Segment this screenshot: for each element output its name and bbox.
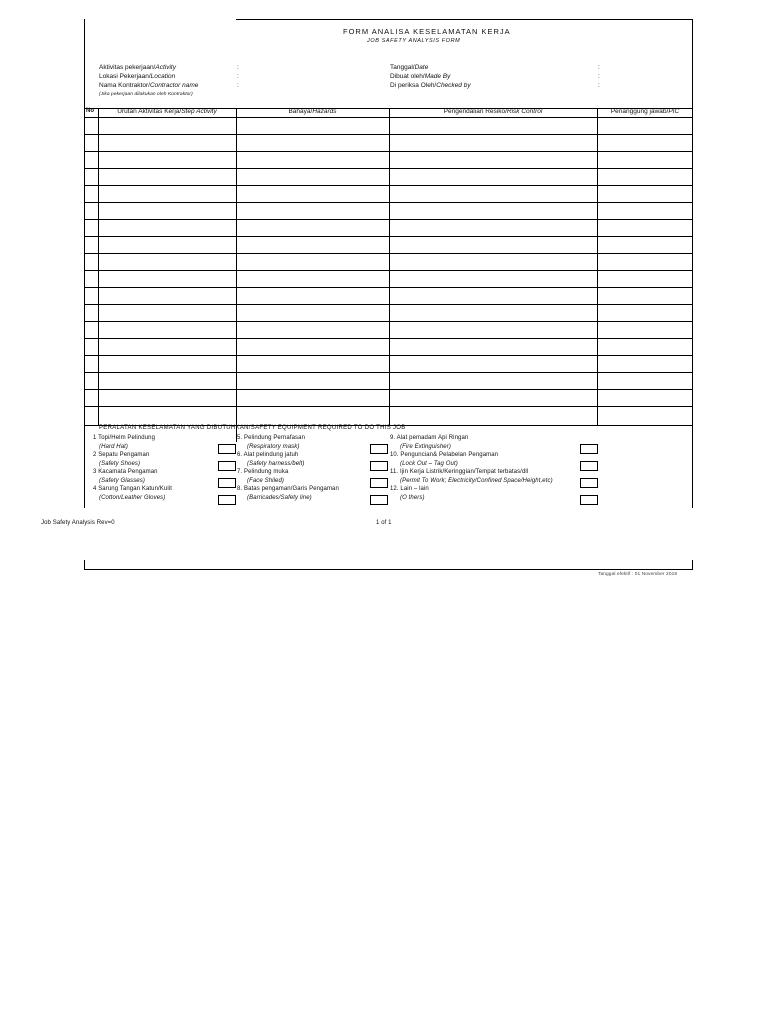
equipment-item-label: 5. Pelindung Pernafasan	[237, 435, 306, 441]
equipment-checkbox[interactable]	[370, 461, 388, 471]
table-row-line	[84, 219, 693, 220]
table-row-line	[84, 253, 693, 254]
table-row-line	[84, 236, 693, 237]
table-row-line	[84, 185, 693, 186]
table-row-line	[84, 406, 693, 407]
form-subtitle: JOB SAFETY ANALYSIS FORM	[367, 38, 461, 44]
footer-page-number: 1 of 1	[376, 520, 392, 526]
equipment-heading: PERALATAN KESELAMATAN YANG DIBUTUHKAN/SAFETY EQUIPMENT REQUIRED TO DO THIS JOB	[99, 425, 406, 431]
column-divider-step	[236, 108, 237, 442]
equipment-item-label: 4 Sarung Tangan Katun/Kulit	[93, 486, 172, 492]
equipment-item-label: 6. Alat pelindung jatuh	[237, 452, 299, 458]
column-header-control: Pengendalian Resiko/Risk Control	[443, 108, 543, 115]
column-divider-control	[597, 108, 598, 425]
date-label: Tanggal/Date	[390, 64, 429, 71]
column-header-no: No	[86, 108, 94, 114]
table-row-line	[84, 304, 693, 305]
form-left-border	[84, 19, 85, 508]
header-top-border	[236, 19, 693, 20]
equipment-item-label: 11. Ijin Kerja Listrik/Keringgian/Tempat terbatas/dll	[390, 469, 529, 475]
equipment-item-label: 1 Topi/Helm Pelindung	[93, 435, 156, 441]
activity-colon: :	[237, 64, 239, 71]
equipment-checkbox[interactable]	[580, 461, 598, 471]
checked-by-colon: :	[598, 82, 600, 89]
equipment-item-sub: (Safety Glasses)	[99, 478, 145, 484]
equipment-item-label: 7. Pelindung muka	[237, 469, 289, 475]
equipment-checkbox[interactable]	[218, 444, 236, 454]
checked-by-label: Di periksa Oleh/Checked by	[390, 82, 471, 89]
equipment-item-label: 10. Penguncian& Pelabelan Pengaman	[390, 452, 499, 458]
equipment-item-sub: (Permit To Work; Electricity/Confined Space/Height,etc)	[400, 478, 553, 484]
column-header-step: Urutan Aktivitas Kerja/Step Activity	[117, 108, 217, 115]
bottom-frame-line	[84, 569, 693, 570]
equipment-checkbox[interactable]	[370, 444, 388, 454]
footer-revision: Job Safety Analysis Rev=0	[41, 520, 115, 526]
equipment-checkbox[interactable]	[580, 478, 598, 488]
equipment-item-sub: (Safety harness/belt)	[247, 461, 305, 467]
table-row-line	[84, 151, 693, 152]
column-divider-no	[98, 108, 99, 425]
form-title: FORM ANALISA KESELAMATAN KERJA	[343, 27, 511, 36]
equipment-item-sub: (Lock Out – Tag Out)	[400, 461, 458, 467]
equipment-checkbox[interactable]	[370, 478, 388, 488]
table-row-line	[84, 202, 693, 203]
table-row-line	[84, 117, 693, 118]
column-header-pic: Penanggung jawab/PIC	[610, 108, 680, 115]
column-divider-hazards	[389, 108, 390, 425]
table-row-line	[84, 338, 693, 339]
equipment-item-label: 9. Alat pemadam Api Ringan	[390, 435, 469, 441]
equipment-item-sub: (Safety Shoes)	[99, 461, 141, 467]
equipment-item-sub: (Fire Extinguisher)	[400, 444, 451, 450]
equipment-item-sub: (O thers)	[400, 495, 425, 501]
location-colon: :	[237, 73, 239, 80]
made-by-label: Dibuat oleh/Made By	[390, 73, 451, 80]
equipment-checkbox[interactable]	[580, 495, 598, 505]
equipment-item-sub: (Face Shiled)	[247, 478, 284, 484]
equipment-item-sub: (Respiratory mask)	[247, 444, 300, 450]
contractor-label: Nama Kontraktor/Contractor name	[99, 82, 199, 89]
made-by-colon: :	[598, 73, 600, 80]
date-colon: :	[598, 64, 600, 71]
table-row-line	[84, 372, 693, 373]
table-row-line	[84, 287, 693, 288]
activity-label: Aktivitas pekerjaan/Activity	[99, 64, 176, 71]
equipment-item-label: 2 Sepatu Pengaman	[93, 452, 150, 458]
equipment-checkbox[interactable]	[580, 444, 598, 454]
equipment-item-sub: (Hard Hat)	[99, 444, 129, 450]
equipment-item-label: 3 Kacamata Pengaman	[93, 469, 158, 475]
equipment-item-sub: (Cotton/Leather Gloves)	[99, 495, 166, 501]
equipment-item-label: 12. Lain – lain	[390, 486, 429, 492]
equipment-item-sub: (Barricades/Safety line)	[247, 495, 312, 501]
table-row-line	[84, 355, 693, 356]
table-row-line	[84, 270, 693, 271]
location-label: Lokasi Pekerjaan/Location	[99, 73, 176, 80]
form-right-border	[692, 19, 693, 508]
equipment-checkbox[interactable]	[218, 495, 236, 505]
equipment-checkbox[interactable]	[370, 495, 388, 505]
contractor-colon: :	[237, 82, 239, 89]
table-row-line	[84, 168, 693, 169]
equipment-item-label: 8. Batas pengaman/Garis Pengaman	[237, 486, 339, 492]
equipment-checkbox[interactable]	[218, 461, 236, 471]
table-row-line	[84, 389, 693, 390]
bottom-frame-right	[692, 560, 693, 570]
effective-date: Tanggal efektif : 01 November 2019	[598, 572, 678, 577]
table-row-line	[84, 134, 693, 135]
column-header-hazards: Bahaya/Hazards	[288, 108, 337, 115]
equipment-checkbox[interactable]	[218, 478, 236, 488]
table-row-line	[84, 321, 693, 322]
contractor-note: (Jika pekerjaan dilakukan oleh Kontraktor)	[99, 92, 193, 97]
